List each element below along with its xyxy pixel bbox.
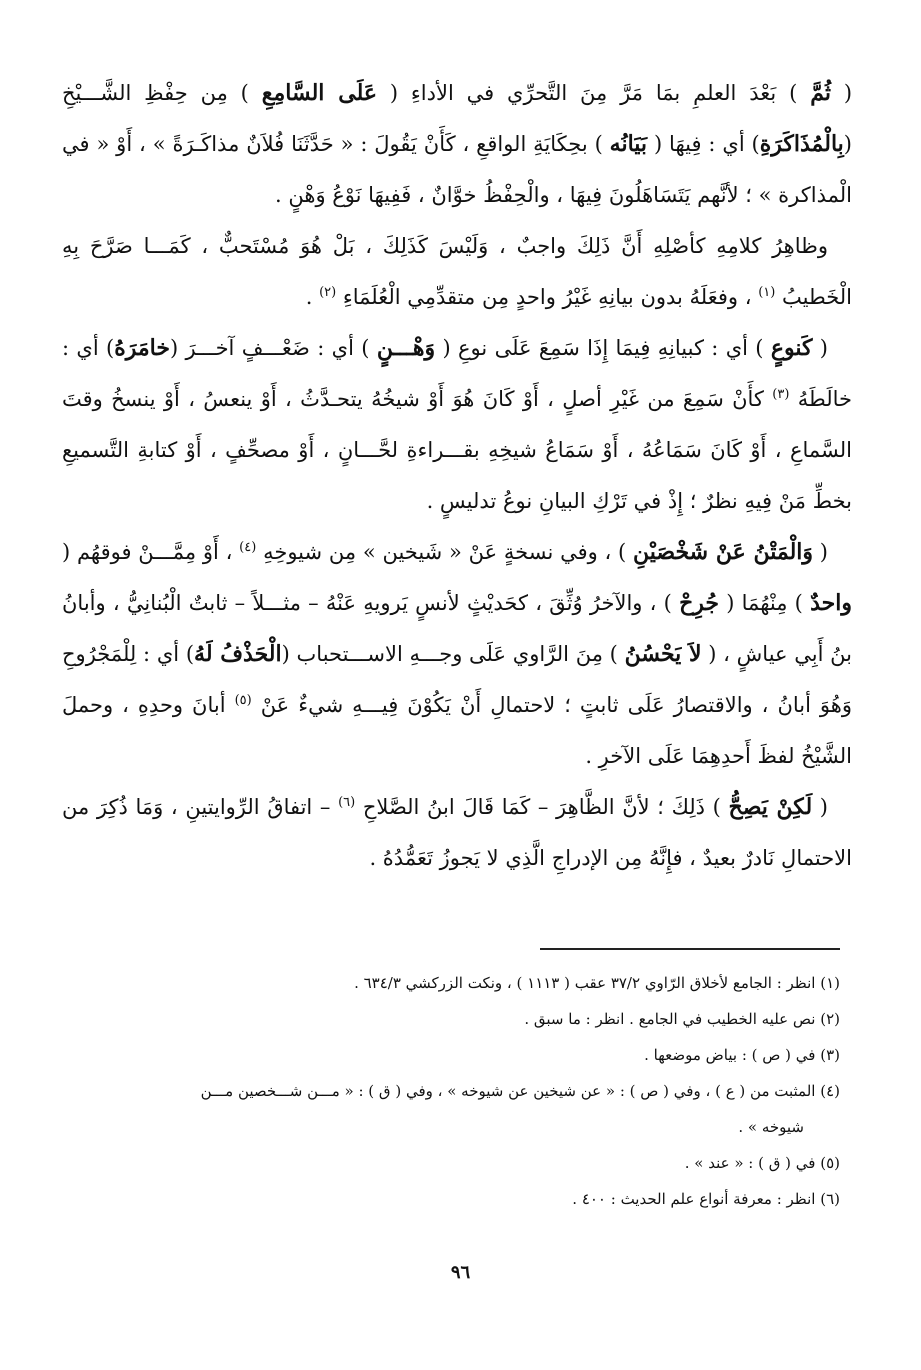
footnote-4: (٤) المثبت من ( ع ) ، وفي ( ص ) : « عن شيخين عن شيوخه » ، وفي ( ق ) : « مـــن شـــخصين مـــن xyxy=(200,1082,840,1100)
text-span: ) مِنْهُمَا ( xyxy=(719,591,811,615)
keyword: واحدٌ xyxy=(810,590,852,616)
footnote-marker[interactable]: (٣) xyxy=(772,387,790,402)
keyword: جُرِحْ xyxy=(679,590,720,616)
keyword: عَلَى السَّامِعِ xyxy=(261,80,377,106)
paragraph-2 xyxy=(62,221,852,323)
text-span: ) بحِكَايَةِ الواقعِ ، كَأَنْ يَقُولَ : « حَدَّثَنَا فُلاَنٌ مذاكَـرَةً » ، أَوْ « في الْمذاكرة » ؛ لأنَّهم يَتَسَاهَلُونَ فِيهَا ، والْحِفْظُ خوَّانٌ ، فَفِيهَا نَوْعُ وَهْنٍ . xyxy=(62,132,852,207)
keyword: وَالْمَتْنُ عَنْ شَخْصَيْنِ xyxy=(633,539,814,565)
footnote-2: (٢) نص عليه الخطيب في الجامع . انظر : ما سبق . xyxy=(524,1010,840,1028)
text-span: ) أي : خالَطَهُ xyxy=(62,336,852,411)
text-span: ، أَوْ مِمَّـــنْ فوقهُم ( xyxy=(62,540,240,564)
text-span: ) أي : ضَعْـــفٍ آخـــرَ ( xyxy=(170,336,377,360)
footnotes xyxy=(66,965,840,1217)
footnote-5: (٥) في ( ق ) : « عند » . xyxy=(684,1154,840,1172)
text-span: وظاهِرُ كلامِهِ كأصْلِهِ أَنَّ ذَلِكَ واجبٌ ، وَلَيْسَ كَذَلِكَ ، بَلْ هُوَ مُسْتَحبٌّ ، كَمَـــا صَرَّحَ بِهِ الْخَطيبُ xyxy=(62,234,852,309)
text-span: ) ، والآخرُ وُثِّقَ ، كحَديْثٍ لأنسٍ يَرويهِ عَنْهُ – مثـــلاً – ثابتٌ الْبُنانِيُّ ، وأبانُ بنُ أَبِي عياشٍ ، ( xyxy=(62,591,853,666)
text-span: ) أي : xyxy=(701,132,760,156)
keyword: الْحَذْفُ لَهُ xyxy=(194,641,282,667)
page-number: ٩٦ xyxy=(450,1262,471,1283)
text-span: ، وفعَلَهُ بدون بيانِهِ غَيْرُ واحدٍ مِن متقدِّمِي الْعُلَمَاءِ xyxy=(336,285,759,309)
text-span: – اتفاقُ الرِّوايتينِ ، وَمَا ذُكِرَ من الاحتمالِ نَادرٌ بعيدٌ ، فإِنَّهُ مِن الإدراجِ الَّذِي لا يَجوزُ تَعَمُّدُهُ . xyxy=(62,795,852,870)
keyword: بَيَانُه xyxy=(609,131,648,157)
text-span: كأَنْ سَمِعَ من غَيْرِ أصلٍ ، أَوْ كَانَ هُوَ أَوْ شيخُهُ يتحـدَّثُ ، أَوْ ينعسُ ، أَوْ ينسخُ وقتَ السَّماعِ ، أَوْ كَانَ سَمَاعُهُ ، أَوْ سَمَاعُ شيخِهِ بقـــراءةِ لحَّـــانٍ ، أَوْ مصحِّفٍ ، أَوْ كتابةِ التَّسميعِ بخطِّ مَنْ فِيهِ نظرٌ ؛ إِذْ في تَرْكِ البيانِ نوعُ تدليسٍ . xyxy=(62,387,852,513)
keyword: وَهْـــنٍ xyxy=(376,335,436,361)
footnote-divider xyxy=(540,948,840,950)
footnote-6: (٦) انظر : معرفة أنواع علم الحديث : ٤٠٠ . xyxy=(572,1190,840,1208)
keyword: كَنوعٍ xyxy=(770,335,813,361)
keyword: لاَ يَحْسُنُ xyxy=(624,641,702,667)
main-text xyxy=(62,68,852,884)
keyword: لَكِنْ يَصِحُّ xyxy=(728,794,813,820)
paragraph-5 xyxy=(62,782,852,884)
footnote-marker[interactable]: (١) xyxy=(758,285,776,300)
footnote-4-continued: شيوخه » . xyxy=(738,1118,804,1136)
text-span: أبانَ وحدِهِ ، وحملَ الشَّيْخُ لفظَ أَحدِهِمَا عَلَى الآخرِ . xyxy=(62,693,852,768)
footnote-1: (١) انظر : الجامع لأخلاق الرّاوي ٣٧/٢ عقب ( ١١١٣ ) ، ونكت الزركشي ٦٣٤/٣ . xyxy=(354,974,840,992)
text-span: ) ذَلِكَ ؛ لأنَّ الظَّاهِرَ – كَمَا قَالَ ابنُ الصَّلاحِ xyxy=(355,795,729,819)
text-span: ( xyxy=(830,81,853,105)
footnote-3: (٣) في ( ص ) : بياض موضعها . xyxy=(644,1046,840,1064)
text-span: ) مِنَ الرَّاوي عَلَى وجـــهِ الاســـتحباب ( xyxy=(281,642,625,666)
keyword: ثُمَّ xyxy=(810,80,831,106)
footnote-marker[interactable]: (٥) xyxy=(234,693,252,708)
keyword: خامَرَهُ xyxy=(114,335,170,361)
footnote-marker[interactable]: (٦) xyxy=(338,795,356,810)
paragraph-1 xyxy=(62,68,852,221)
text-span: ) أي : لِلْمَجْرُوحِ وَهُوَ أبانُ ، والاقتصارُ عَلَى ثابتٍ ؛ لاحتمالِ أَنْ يَكُوْنَ فِيـــهِ شيءٌ عَنْ xyxy=(62,642,852,717)
text-span: ) أي : كبيانِهِ فِيمَا إِذَا سَمِعَ عَلَى نوعِ ( xyxy=(435,336,771,360)
paragraph-4 xyxy=(62,527,852,782)
footnote-marker[interactable]: (٢) xyxy=(319,285,337,300)
text-span: ( xyxy=(812,795,828,819)
text-span: فِيهَا ( xyxy=(647,132,702,156)
footnote-marker[interactable]: (٤) xyxy=(239,540,257,555)
paragraph-3 xyxy=(62,323,852,527)
text-span: ( xyxy=(812,336,829,360)
text-span: . xyxy=(305,285,320,309)
text-span: ) مِن حِفْظِ الشَّـــيْخِ ( xyxy=(62,81,852,156)
keyword: بِالْمُذَاكَرَةِ xyxy=(759,131,844,157)
text-span: ) بَعْدَ العلمِ بمَا مَرَّ مِنَ التَّحرِّي في الأداءِ ( xyxy=(376,81,811,105)
text-span: ( xyxy=(813,540,828,564)
text-span: ) ، وفي نسخةٍ عَنْ « شَيخين » مِن شيوخِهِ xyxy=(256,540,634,564)
